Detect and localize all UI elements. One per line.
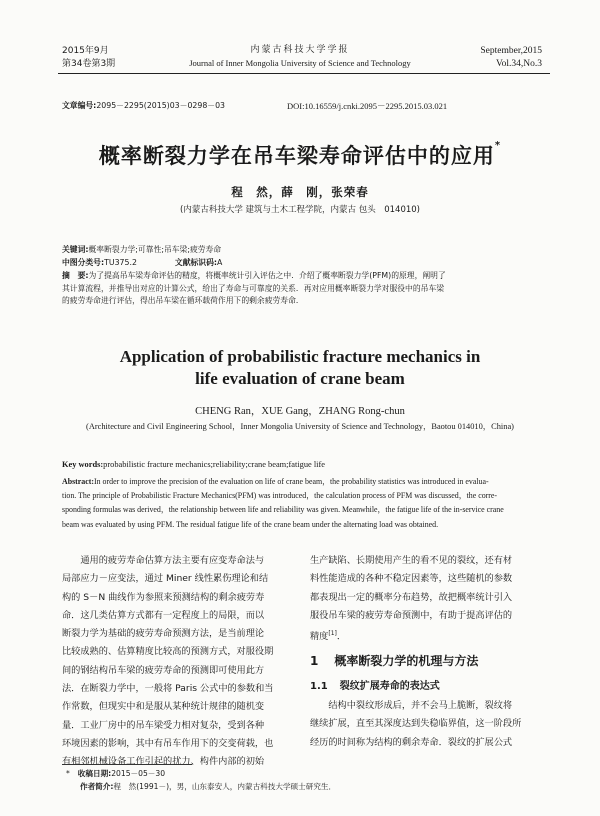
body-line: 局部应力－应变法，通过 Miner 线性累伤理论和结: [62, 573, 269, 585]
abstract-en-line: sponding formulas was derived，the relationship between life and reliability was given. Meanwhile，the fatigue life of the in-service crane: [62, 505, 504, 515]
body-line: 间的钢结构吊车梁的疲劳寿命的预测即可使用此方: [62, 664, 265, 676]
body-right-column: 生产缺陷、长期使用产生的看不见的裂纹，还有材 料性能造成的各种不稳定因素等，这些随机的参数 都表现出一定的概率分布趋势，故把概率统计引入 服役吊车梁的疲劳寿命预测中，有助于提高评估的 精度[1]．: [310, 552, 550, 647]
authors-en: CHENG Ran，XUE Gang，ZHANG Rong-chun: [195, 406, 405, 417]
author-bio: 作者简介:程 然(1991－)，男，山东泰安人，内蒙古科技大学硕士研究生．: [80, 782, 337, 791]
header-volume: 第34卷第3期: [62, 59, 116, 69]
footnote-rule: [62, 764, 192, 765]
classification: 中图分类号:TU375.2 文献标识码:A: [62, 258, 223, 267]
body-line: 经历的时间称为结构的剩余寿命．裂纹的扩展公式: [310, 736, 513, 748]
abstract-cn: 摘 要:为了提高吊车梁寿命评估的精度，将概率统计引入评估之中．介绍了概率断裂力学(PFM)的原理，阐明了 其计算流程，并推导出对应的计算公式，给出了寿命与可靠度的关系．再对应用概率断裂力学对服役中的吊车梁 的疲劳寿命进行评估，得出吊车梁在循环载荷作用下的剩余疲劳寿命．: [62, 270, 550, 308]
abstract-cn-line: 为了提高吊车梁寿命评估的精度，将概率统计引入评估之中．介绍了概率断裂力学(PFM)的原理，阐明了: [88, 271, 446, 280]
keywords-cn: 关键词:概率断裂力学;可靠性;吊车梁;疲劳寿命: [62, 245, 222, 254]
body-line: 量．工业厂房中的吊车梁受力相对复杂，受到各种: [62, 719, 265, 731]
abstract-en: Abstract:In order to improve the precision of the evaluation on life of crane beam，the probability statistics was introduced in evalua- tion. The principle of Probabilistic Fracture Mechanics(PFM) was introduced，the calculation process of PFM was discussed，the corre- sponding formulas was derived，the relationship between life and reliability was given. Meanwhile，the fatigue life of the in-service crane beam was evaluated by using PFM. The residual fatigue life of the crane beam under the alternating load was obtained.: [62, 475, 550, 532]
affiliation-cn: (内蒙古科技大学 建筑与土木工程学院，内蒙古 包头 014010): [180, 205, 420, 215]
body-line: 有相邻机械设备工作引起的扰力、构件内部的初始: [62, 756, 265, 768]
body-line: 精度: [310, 631, 329, 643]
body-line: 比较成熟的、估算精度比较高的预测方式，对服役期: [62, 646, 274, 658]
header-date-en: September,2015: [480, 46, 542, 56]
body-line: 断裂力学为基础的疲劳寿命预测方法，是当前理论: [62, 628, 265, 640]
journal-name-en: Journal of Inner Mongolia University of Science and Technology: [189, 58, 411, 68]
body-line: 都表现出一定的概率分布趋势，故把概率统计引入: [310, 591, 513, 603]
received-date: * 收稿日期:2015－05－30: [66, 769, 166, 778]
body-line: 通用的疲劳寿命估算方法主要有应变寿命法与: [62, 555, 265, 566]
body-line: 命．这几类估算方式都有一定程度上的局限，而以: [62, 609, 265, 621]
body-line: 构的 S－N 曲线作为参照来预测结构的剩余疲劳寿: [62, 591, 265, 603]
keywords-en: Key words:probabilistic fracture mechanics;reliability;crane beam;fatigue life: [62, 460, 326, 469]
abstract-en-line: In order to improve the precision of the evaluation on life of crane beam，the probability statistics was introduced in evalua-: [94, 477, 489, 486]
authors-cn: 程 然，薛 刚，张荣春: [231, 185, 369, 199]
body-line: 继续扩展，直至其深度达到失稳临界值，这一阶段所: [310, 718, 522, 730]
body-line: 法．在断裂力学中，一般将 Paris 公式中的参数和当: [62, 683, 274, 695]
header-volume-en: Vol.34,No.3: [495, 59, 542, 69]
section-heading: 1 概率断裂力学的机理与方法: [310, 654, 479, 668]
reference-mark: [1]: [328, 630, 337, 638]
body-line: 生产缺陷、长期使用产生的看不见的裂纹，还有材: [310, 555, 513, 566]
affiliation-en: (Architecture and Civil Engineering School，Inner Mongolia University of Science and Technology，Baotou 014010，China): [86, 422, 514, 431]
doi: DOI:10.16559/j.cnki.2095－2295.2015.03.021: [287, 101, 448, 111]
subsection-heading: 1.1 裂纹扩展寿命的表达式: [310, 681, 440, 692]
title-footnote-mark: *: [494, 140, 502, 151]
page-title-en: Application of probabilistic fracture mechanics in life evaluation of crane beam: [119, 347, 481, 388]
body-line: 作常数，但现实中和是服从某种统计规律的随机变: [62, 701, 265, 713]
journal-name-cn: 内蒙古科技大学学报: [250, 45, 350, 55]
body-left-column: [62, 552, 296, 772]
abstract-cn-line: 的疲劳寿命进行评估，得出吊车梁在循环载荷作用下的剩余疲劳寿命．: [62, 296, 304, 305]
header-rule: [58, 73, 550, 74]
abstract-cn-line: 其计算流程，并推导出对应的计算公式，给出了寿命与可靠度的关系．再对应用概率断裂力学对服役中的吊车梁: [62, 283, 445, 293]
page-title-cn: 概率断裂力学在吊车梁寿命评估中的应用*: [98, 140, 502, 168]
body-line: 结构中裂纹形成后，并不会马上脆断，裂纹将: [310, 700, 513, 711]
body-line: 环境因素的影响，其中有吊车作用下的交变荷载，也: [62, 737, 274, 749]
article-id: 文章编号:2095－2295(2015)03－0298－03: [62, 101, 225, 110]
body-line: 服役吊车梁的疲劳寿命预测中，有助于提高评估的: [310, 609, 513, 621]
abstract-en-line: tion. The principle of Probabilistic Fracture Mechanics(PFM) was introduced，the calculation process of PFM was discussed，the corre-: [62, 491, 498, 501]
header-date: 2015年9月: [62, 46, 109, 56]
body-right-column-2: [310, 697, 550, 752]
abstract-en-line: beam was evaluated by using PFM. The residual fatigue life of the crane beam under the alternating load was obtained.: [62, 519, 439, 529]
body-line: 料性能造成的各种不稳定因素等，这些随机的参数: [310, 573, 513, 585]
